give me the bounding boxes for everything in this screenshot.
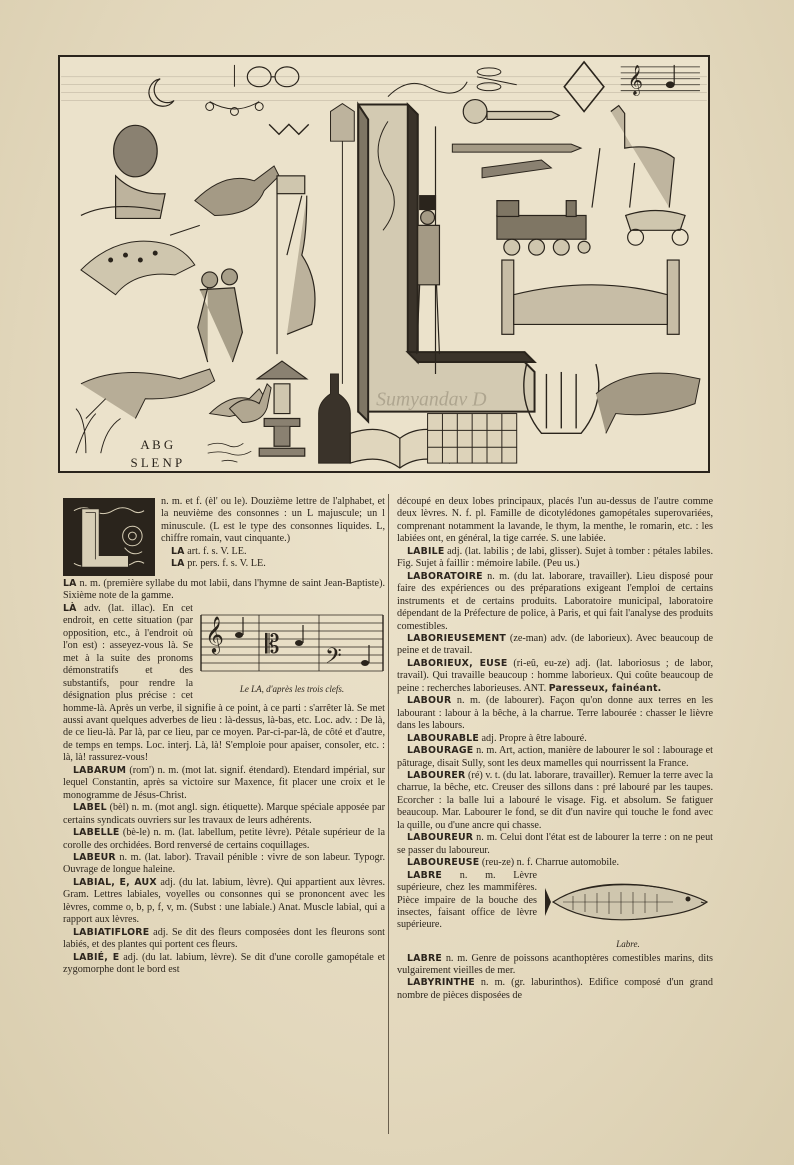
definition: adj. (lat. labilis ; de labi, glisser). Sujet à tomber : pétales labiles. Fig. Sujet à faillir : mémoire labile. (Peu us.) [397, 545, 713, 570]
illustration-plate [58, 55, 710, 473]
headword: LABEL [73, 802, 107, 814]
definition: adj. (du lat. labium, lèvre). Qui appartient aux lèvres. Gram. Lettres labiales, voyelles ou consonnes qui se prononcent avec les lèvres, comme o, b, p, f, v, m. (Subst : une labiale.) Anat. Muscle labial, qui a rapport aux lèvres. [63, 876, 385, 926]
left-column [63, 496, 385, 977]
column-divider [388, 494, 389, 1134]
dragonfly-drawing [477, 68, 517, 91]
entry-label [63, 802, 385, 827]
flag-drawing [277, 176, 305, 194]
entry-labeur [63, 852, 385, 877]
headword: LABORIEUSEMENT [407, 632, 506, 644]
antonym: Paresseux, fainéant. [548, 682, 662, 694]
bed-drawing [502, 260, 679, 334]
svg-text:𝄢: 𝄢 [325, 643, 342, 674]
definition: n. m. Art, action, manière de labourer le sol : labourage et pâturage, disait Sully, sont les deux mamelles qui nourrissent la France. [397, 745, 714, 769]
headword: LABIAL, E, AUX [73, 876, 157, 888]
entry-labial [63, 877, 385, 927]
music-staff-drawing [621, 65, 700, 97]
figure-caption: Le LA, d'après les trois clefs. [239, 684, 345, 695]
fish-caption: Labre. [616, 939, 640, 950]
wolf-drawing [596, 373, 700, 433]
watermark-text: Sumyandav D [376, 388, 487, 411]
carriage-drawing [626, 211, 688, 246]
definition: n. m. (gr. laburinthos). Edifice composé d'un grand nombre de pièces disposées de [397, 977, 713, 1001]
hare-drawing [287, 196, 315, 335]
chandelier-drawing [206, 65, 263, 116]
definition: n. m. (première syllabe du mot labii, dans l'hymne de saint Jean-Baptiste). Sixième note de la gamme. [63, 578, 386, 602]
entry-labie-continued: découpé en deux lobes principaux, placés l'un au-dessus de l'autre comme deux lèvres. N. f. pl. Famille de dicotylédones gamopétales superovariées, comprenant notamment la lavande, le thym, la menthe, le romarin, etc. : les labiées ont, en général, la tige carrée. S. une labiée. [397, 496, 713, 545]
headword: LABOURABLE [407, 732, 479, 744]
diamond-shape [564, 62, 604, 112]
leopard-drawing [81, 241, 195, 295]
entry-l: n. m. et f. (èl' ou le). Douzième lettre de l'alphabet, et la neuvième des consonnes : un L majuscule; un l minuscule. (L est le type des consonnes liquides. L, chiffre romain, vaut cinquante.) [161, 496, 385, 545]
headword: LABELLE [73, 827, 120, 839]
headword: LABYRINTHE [407, 977, 475, 989]
headword: LABORATOIRE [407, 570, 483, 582]
definition: (ré) v. t. (du lat. laborare, travailler). Remuer la terre avec la charrue, la bêche, etc. Creuser des sillons dans : pré labouré par les taupes. Ecorcher : la balle lui a labouré le visage. Fig. et absolum. Se fatiguer beaucoup. Mar. Labourer le fond, se dit d'un navire qui touche le fond avec la quille, ou d'une ancre qui chasse. [397, 769, 714, 831]
headword: LÀ [63, 602, 77, 614]
definition: pr. pers. f. s. V. LE. [187, 558, 266, 570]
definition: (rom') n. m. (mot lat. signif. étendard). Etendard impérial, sur lequel Constantin, après sa victoire sur Maxence, fit placer une croix et le monogramme de Jésus-Christ. [63, 764, 385, 801]
labre-fish-drawing [543, 872, 713, 932]
definition: (ri-eû, eu-ze) adj. (lat. laboriosus ; de labor, travail). Qui travaille beaucoup : homme laborieux. Qui coûte beaucoup de peine : recherches laborieuses. ANT. [397, 657, 714, 694]
definition: adj. Propre à être labouré. [481, 732, 587, 744]
headword: LABOUREUR [407, 832, 474, 844]
entry-laboureur [397, 832, 713, 857]
svg-text:𝄞: 𝄞 [205, 614, 224, 653]
music-figure [199, 605, 385, 696]
entry-la-nm [63, 578, 385, 603]
definition: (bèl) n. m. (mot angl. sign. étiquette). Marque spéciale apposée par certains syndicats ouvriers sur les travaux de leurs adhérents. [63, 802, 385, 826]
definition: n. m. Celui dont l'état est de labourer la terre : on ne peut se passer du laboureur. [397, 832, 713, 856]
definition: adj. Se dit des fleurs composées dont les fleurons sont labiés, et des plantes qui portent ces fleurs. [63, 926, 385, 951]
la-three-clefs-figure [199, 605, 385, 677]
llama-drawing [592, 106, 674, 208]
entry-labyrinthe [397, 977, 713, 1002]
entry-labelle [63, 827, 385, 852]
headword: LABOUREUSE [407, 857, 480, 869]
locomotive-drawing [497, 201, 590, 255]
entry-labre-2 [397, 953, 713, 978]
drop-cap-l [63, 498, 155, 576]
entry-labourable [397, 733, 713, 745]
entry-laborieux [397, 658, 713, 695]
file-tool-drawing [452, 144, 581, 152]
definition: n. m. (du lat. laborare, travailler). Lieu disposé pour faire des expériences ou des préparations exigeant l'emploi de certains instruments et de certains produits. Laboratoire municipal, laboratoire dépendant de la Préfecture de police, à Paris, et qui fait l'analyse des produits comestibles. [397, 570, 714, 632]
headword: LA [63, 578, 77, 589]
headword: LABIÉ, E [73, 951, 120, 963]
rabbit-drawing [229, 384, 271, 423]
headword: LA [171, 545, 185, 557]
magnifier-drawing [463, 100, 559, 124]
entry-laborieusement [397, 633, 713, 658]
definition: adv. (lat. illac). En cet endroit, en cette situation (par opposition, etc., à l'endroit où l'on est) : asseyez-vous là. Se met à la suite des pronoms démonstratifs et des substantifs, pour rendre la désignation plus précise : cet homme-là. Après un verbe, il signifie à ce point, à ce parti : s'arrêter là. Se met aussi avant quelques adverbes de lieu : là-dessus, là-bas, etc. Loc. adv. : De là, de ce lieu-là. Par là, par ce lieu, par ce moyen. Par-ci-par-là, de côté et d'autre, de temps en temps. Loc. interj. Là, là! S'emploie pour apaiser, consoler, etc. : là, là! rassurez-vous! [63, 602, 385, 764]
right-column [397, 496, 713, 1002]
lancer-drawing [417, 126, 440, 374]
corner-letters-top: A B G [140, 438, 174, 453]
definition: n. m. Lèvre supérieure, chez les mammifères. Pièce impaire de la bouche des insectes, faisant office de lèvre supérieure. [397, 869, 537, 931]
lotto-card-drawing [428, 414, 517, 464]
definition: (bè-le) n. m. (lat. labellum, petite lèvre). Pétale supérieur de la corolle des orchidées. Bord renversé de certains coquillages. [63, 827, 386, 851]
entry-labiatiflore [63, 927, 385, 952]
entry-labourer [397, 770, 713, 832]
letter-l-illustration [60, 57, 708, 471]
headword: LABOURAGE [407, 745, 474, 757]
headword: LABRE [407, 869, 442, 881]
headword: LABILE [407, 545, 445, 557]
knife-drawing [482, 160, 551, 178]
entry-laboureuse [397, 857, 713, 869]
definition: n. m. (de labourer). Façon qu'on donne aux terres en les labourant : labour à la bêche, à la charrue. Terre labourée : chasser le lièvre dans les labours. [397, 695, 713, 732]
entry-labourage [397, 745, 713, 770]
definition: n. m. Genre de poissons acanthoptères comestibles marins, dits vulgairement vieilles de mer. [397, 952, 714, 976]
headword: LABOUR [407, 695, 452, 707]
fish-figure [543, 872, 713, 951]
lantern-drawing [331, 104, 355, 384]
entry-labour [397, 695, 713, 732]
signature-drawing [208, 443, 252, 462]
headword: LABOURER [407, 769, 466, 781]
svg-text:𝄞: 𝄞 [627, 65, 643, 96]
corner-letters-bottom: S L E N P [130, 456, 183, 471]
headword: LABRE [407, 952, 442, 964]
entry-labarum [63, 765, 385, 802]
kangaroo-drawing [170, 166, 279, 235]
definition: adj. (du lat. labium, lèvre). Se dit d'une corolle gamopétale et zygomorphe dont le bord est [63, 951, 385, 976]
definition: n. m. (lat. labor). Travail pénible : vivre de son labeur. Typogr. Ouvrage de longue haleine. [63, 851, 386, 876]
definition: (ze-man) adv. (de laborieux). Avec beaucoup de peine et de travail. [397, 632, 713, 657]
headword: LA [171, 558, 185, 570]
headword: LABARUM [73, 764, 127, 776]
bottle-drawing [319, 374, 351, 463]
headword: LABORIEUX, EUSE [407, 657, 508, 669]
entry-labie [63, 952, 385, 977]
entry-laboratoire [397, 571, 713, 633]
definition: (reu-ze) n. f. Charrue automobile. [481, 857, 620, 869]
headword: LABEUR [73, 851, 116, 863]
entry-labile [397, 546, 713, 571]
headword: LABIATIFLORE [73, 926, 150, 938]
definition: art. f. s. V. LE. [187, 545, 247, 557]
lion-drawing [81, 125, 165, 218]
svg-text:𝄡: 𝄡 [265, 629, 280, 660]
wrestlers-drawing [198, 269, 243, 362]
